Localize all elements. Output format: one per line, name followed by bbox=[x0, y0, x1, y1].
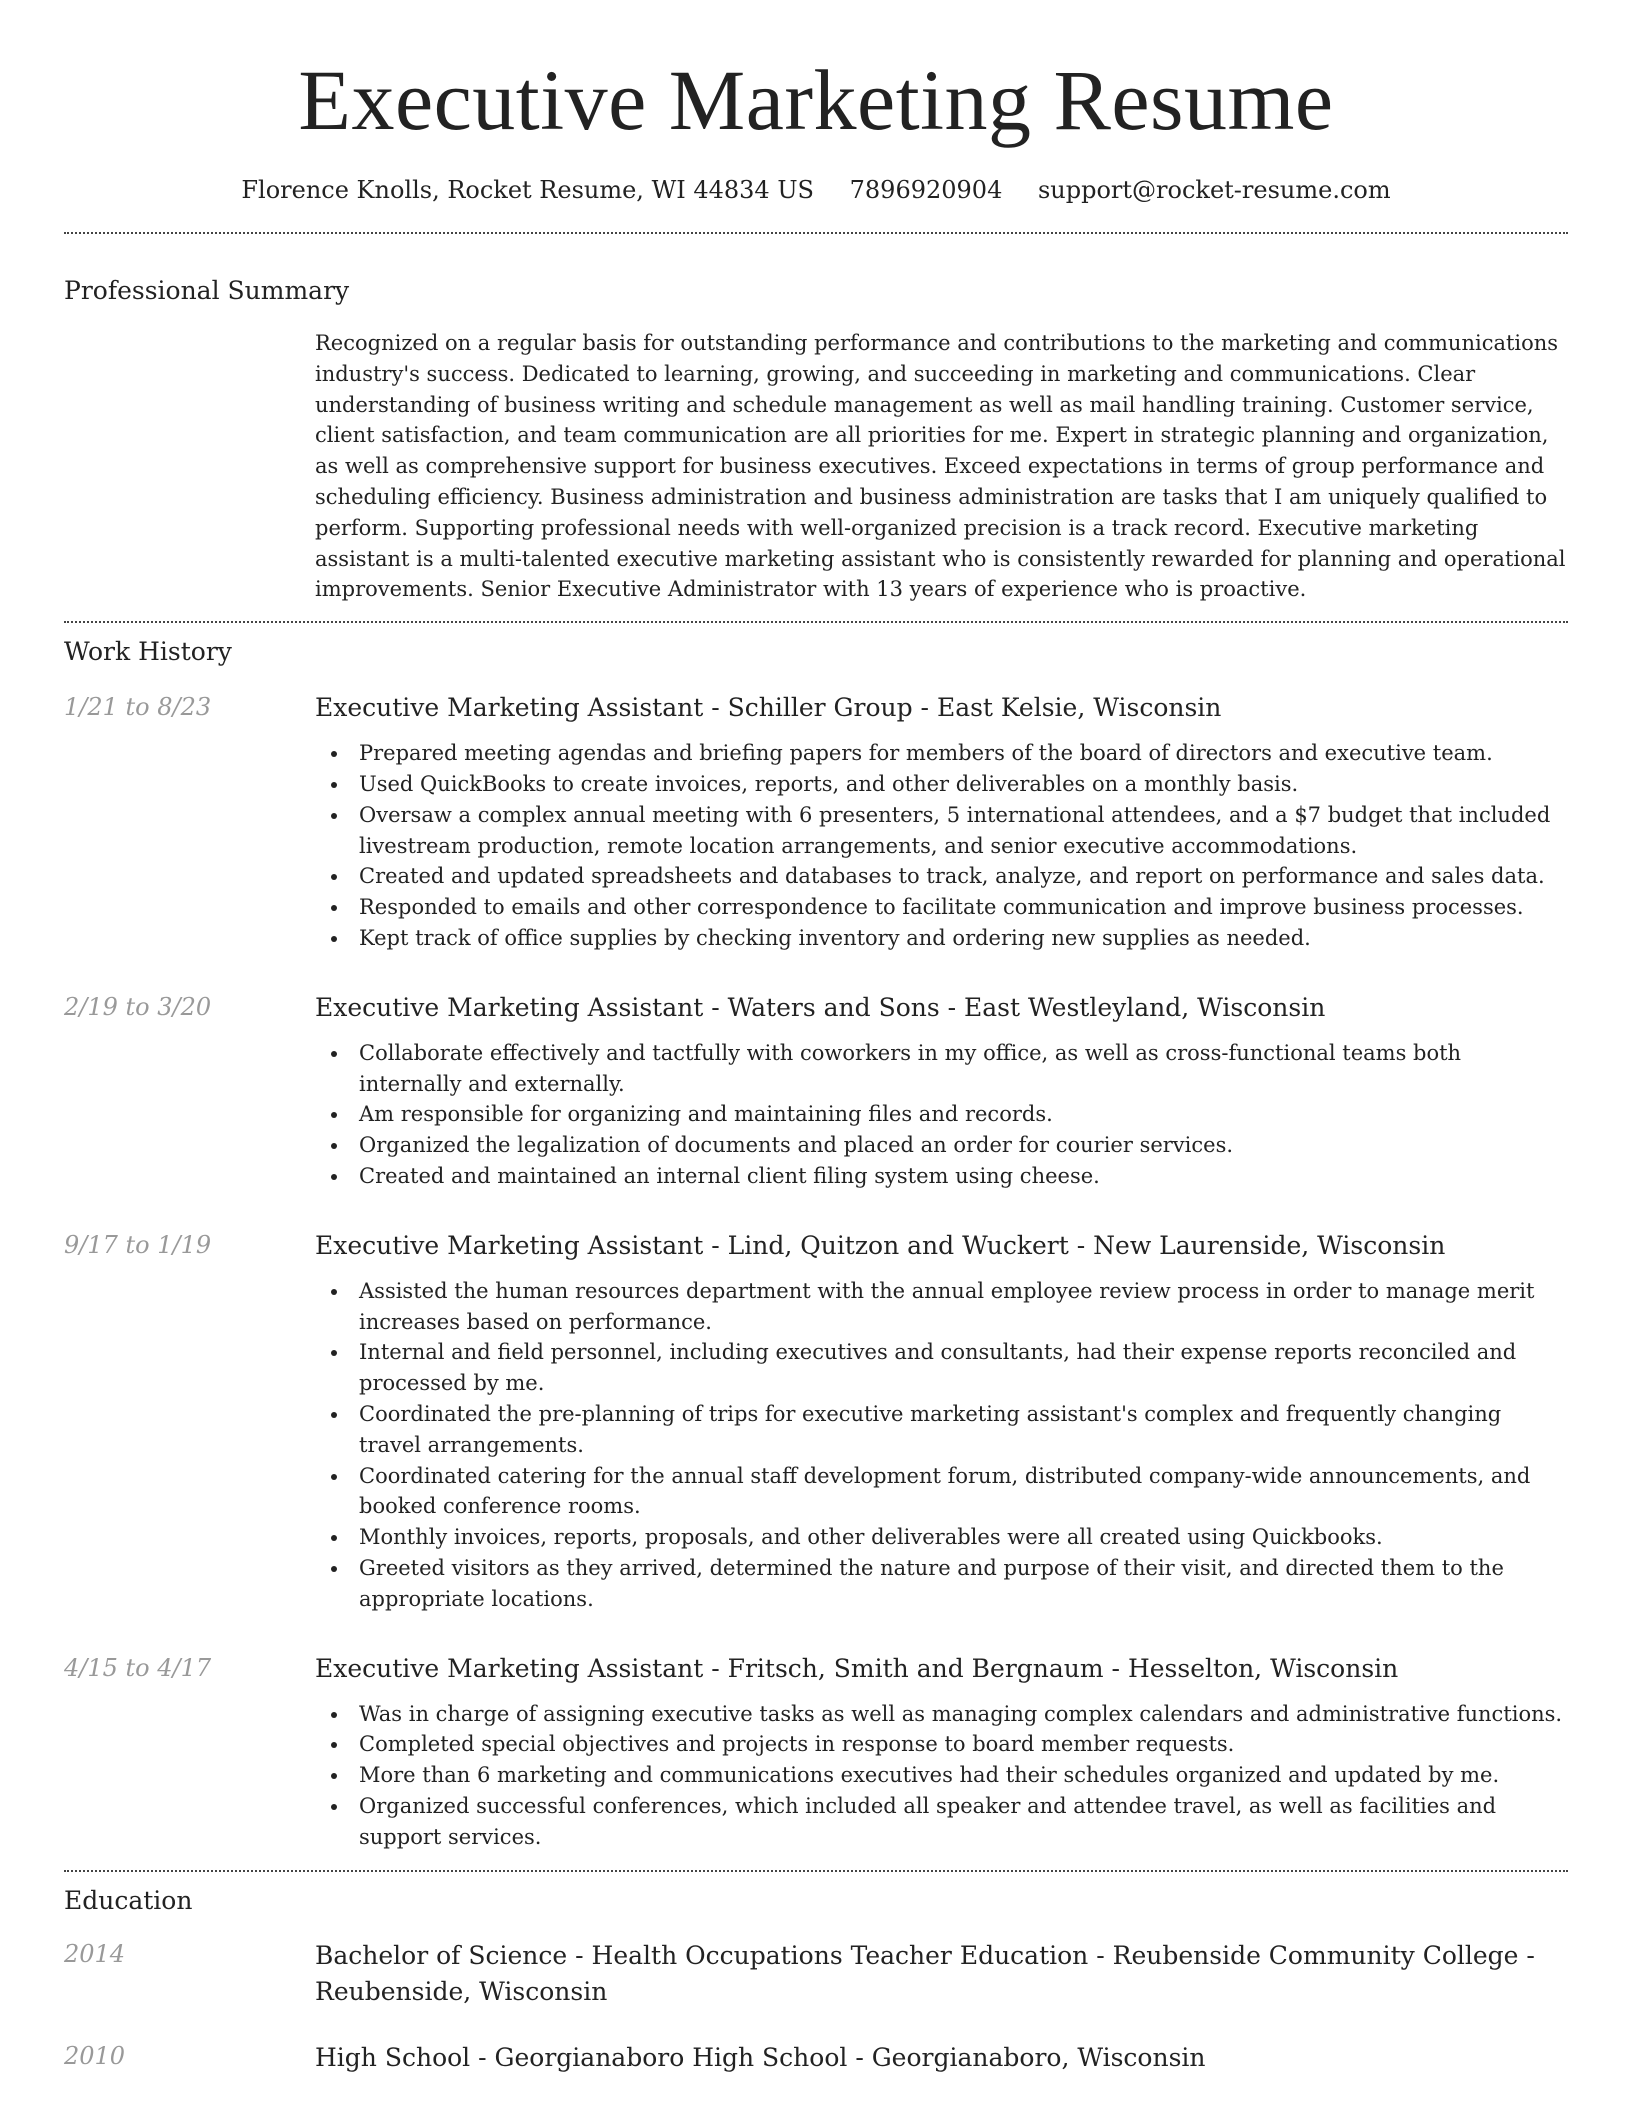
job-title: Executive Marketing Assistant - Schiller Group - East Kelsie, Wisconsin bbox=[315, 693, 1222, 723]
contact-phone: 7896920904 bbox=[849, 176, 1003, 204]
job-bullets bbox=[315, 738, 1568, 954]
job-bullets bbox=[315, 1699, 1568, 1853]
job-bullets bbox=[315, 1276, 1568, 1615]
bullet-item: Completed special objectives and projects in response to board member requests. bbox=[359, 1729, 1568, 1760]
summary-heading: Professional Summary bbox=[64, 276, 350, 305]
job-bullets bbox=[315, 1038, 1568, 1192]
job-dates: 9/17 to 1/19 bbox=[64, 1230, 212, 1259]
divider bbox=[64, 1870, 1568, 1872]
bullet-item: Created and updated spreadsheets and databases to track, analyze, and report on performance and sales data. bbox=[359, 861, 1568, 892]
bullet-item: Oversaw a complex annual meeting with 6 presenters, 5 international attendees, and a $7 budget that included livestream production, remote location arrangements, and senior executive accommodations. bbox=[359, 800, 1568, 862]
divider bbox=[64, 232, 1568, 234]
bullet-item: Am responsible for organizing and maintaining files and records. bbox=[359, 1099, 1568, 1130]
bullet-item: Prepared meeting agendas and briefing papers for members of the board of directors and executive team. bbox=[359, 738, 1568, 769]
bullet-item: Organized the legalization of documents and placed an order for courier services. bbox=[359, 1130, 1568, 1161]
job-dates: 4/15 to 4/17 bbox=[64, 1653, 212, 1682]
job-dates: 2/19 to 3/20 bbox=[64, 992, 212, 1021]
job-entry bbox=[64, 991, 1568, 1192]
education-year: 2014 bbox=[64, 1940, 126, 1969]
bullet-item: Was in charge of assigning executive tasks as well as managing complex calendars and administrative functions. bbox=[359, 1699, 1568, 1730]
bullet-item: Organized successful conferences, which included all speaker and attendee travel, as well as facilities and support services. bbox=[359, 1791, 1568, 1853]
bullet-item: More than 6 marketing and communications executives had their schedules organized and updated by me. bbox=[359, 1760, 1568, 1791]
summary-text: Recognized on a regular basis for outstanding performance and contributions to the marketing and communications industry's success. Dedicated to learning, growing, and succeeding in marketing and communications. Clear understanding of business writing and schedule management as well as mail handling training. Customer service, client satisfaction, and team communication are all priorities for me. Expert in strategic planning and organization, as well as comprehensive support for business executives. Exceed expectations in terms of group performance and scheduling efficiency. Business administration and business administration are tasks that I am uniquely qualified to perform. Supporting professional needs with well-organized precision is a track record. Executive marketing assistant is a multi-talented executive marketing assistant who is consistently rewarded for planning and operational improvements. Senior Executive Administrator with 13 years of experience who is proactive. bbox=[315, 331, 1566, 602]
job-title: Executive Marketing Assistant - Lind, Quitzon and Wuckert - New Laurenside, Wisconsin bbox=[315, 1230, 1446, 1260]
bullet-item: Coordinated catering for the annual staff development forum, distributed company-wide announcements, and booked conference rooms. bbox=[359, 1461, 1568, 1523]
bullet-item: Assisted the human resources department with the annual employee review process in order to manage merit increases based on performance. bbox=[359, 1276, 1568, 1338]
job-title: Executive Marketing Assistant - Waters and Sons - East Westleyland, Wisconsin bbox=[315, 992, 1326, 1022]
bullet-item: Internal and field personnel, including executives and consultants, had their expense reports reconciled and processed by me. bbox=[359, 1337, 1568, 1399]
education-entry bbox=[64, 2040, 1568, 2076]
divider bbox=[64, 621, 1568, 623]
education-entry bbox=[64, 1938, 1568, 2010]
job-title: Executive Marketing Assistant - Fritsch, Smith and Bergnaum - Hesselton, Wisconsin bbox=[315, 1653, 1399, 1683]
bullet-item: Collaborate effectively and tactfully with coworkers in my office, as well as cross-functional teams both internally and externally. bbox=[359, 1038, 1568, 1100]
bullet-item: Monthly invoices, reports, proposals, and other deliverables were all created using Quickbooks. bbox=[359, 1522, 1568, 1553]
resume-title: Executive Marketing Resume bbox=[298, 52, 1334, 148]
contact-address: Florence Knolls, Rocket Resume, WI 44834 US bbox=[241, 176, 814, 204]
summary-spacer bbox=[64, 328, 315, 605]
education-title: High School - Georgianaboro High School - Georgianaboro, Wisconsin bbox=[315, 2043, 1206, 2073]
bullet-item: Created and maintained an internal client filing system using cheese. bbox=[359, 1161, 1568, 1192]
job-entry bbox=[64, 691, 1568, 954]
bullet-item: Responded to emails and other correspondence to facilitate communication and improve business processes. bbox=[359, 892, 1568, 923]
job-entry bbox=[64, 1652, 1568, 1853]
education-title: Bachelor of Science - Health Occupations Teacher Education - Reubenside Community College - Reubenside, Wisconsin bbox=[315, 1941, 1535, 2007]
bullet-item: Coordinated the pre-planning of trips for executive marketing assistant's complex and frequently changing travel arrangements. bbox=[359, 1399, 1568, 1461]
summary-row bbox=[64, 328, 1568, 605]
contact-line bbox=[64, 174, 1568, 206]
education-heading: Education bbox=[64, 1886, 193, 1916]
work-history-heading: Work History bbox=[64, 637, 232, 667]
education-year: 2010 bbox=[64, 2042, 126, 2071]
bullet-item: Kept track of office supplies by checking inventory and ordering new supplies as needed. bbox=[359, 923, 1568, 954]
resume-page bbox=[64, 0, 1568, 2076]
bullet-item: Greeted visitors as they arrived, determined the nature and purpose of their visit, and directed them to the appropriate locations. bbox=[359, 1553, 1568, 1615]
job-entry bbox=[64, 1229, 1568, 1615]
job-dates: 1/21 to 8/23 bbox=[64, 693, 212, 722]
bullet-item: Used QuickBooks to create invoices, reports, and other deliverables on a monthly basis. bbox=[359, 769, 1568, 800]
contact-email: support@rocket-resume.com bbox=[1037, 176, 1391, 204]
